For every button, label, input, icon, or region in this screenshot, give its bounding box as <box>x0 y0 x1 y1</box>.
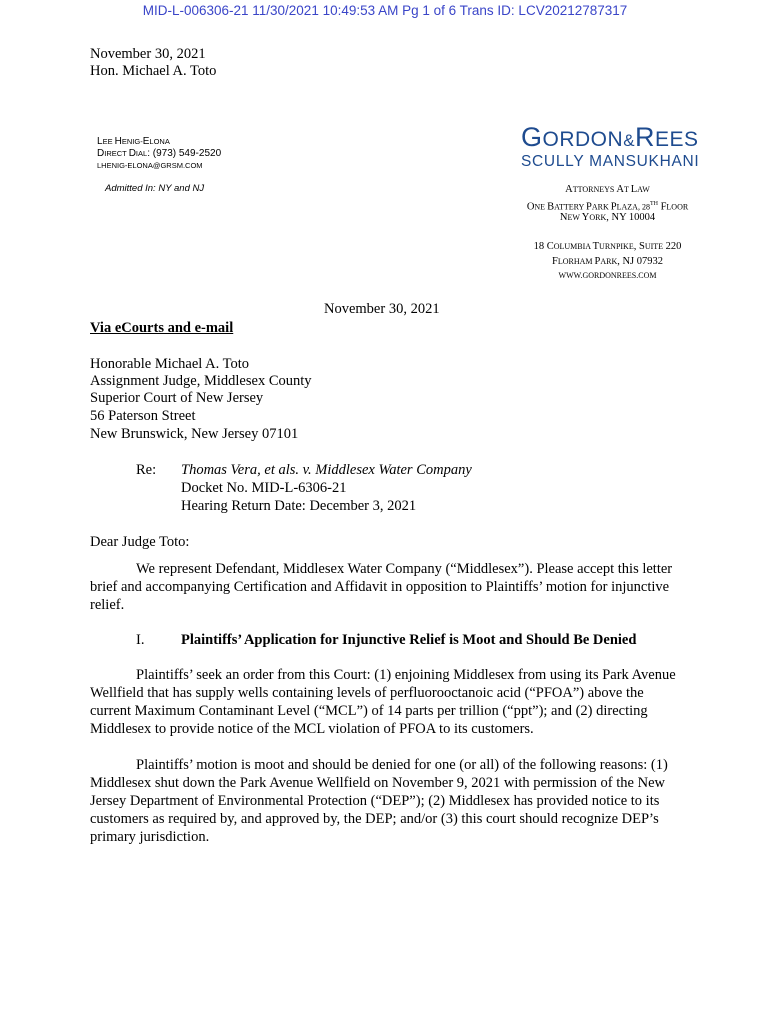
recipient-line: Honorable Michael A. Toto <box>90 356 249 372</box>
firm-attorneys-at-law: ATTORNEYS AT LAW <box>565 184 650 195</box>
section-heading: Plaintiffs’ Application for Injunctive Relief is Moot and Should Be Denied <box>181 632 637 648</box>
recipient-line: Superior Court of New Jersey <box>90 390 264 406</box>
firm-logo-subtitle: SCULLY MANSUKHANI <box>521 153 700 170</box>
filing-stamp: MID-L-006306-21 11/30/2021 10:49:53 AM Pg 1 of 6 Trans ID: LCV20212787317 <box>142 3 628 18</box>
firm-address-line-2: NEW YORK, NY 10004 <box>559 212 656 223</box>
firm-website[interactable]: WWW.GORDONREES.COM <box>558 271 657 280</box>
header-date: November 30, 2021 <box>90 46 206 62</box>
paragraph-mootness: Plaintiffs’ motion is moot and should be denied for one (or all) of the following reasons: (1) Middlesex shut down the Park Avenue Wellfield on November 9, 2021 with permission of the New Jersey Department of Environmental Protection (“DEP”); (2) Middlesex has provided notice to its customers as required by, and approved by, the DEP; and/or (3) this court should recognize DEP’s primary jurisdiction. <box>90 757 668 845</box>
recipient-line: New Brunswick, New Jersey 07101 <box>90 426 299 442</box>
re-docket: Docket No. MID-L-6306-21 <box>181 480 347 496</box>
letter-date: November 30, 2021 <box>324 301 440 317</box>
sender-admitted: Admitted In: NY and NJ <box>105 183 205 194</box>
header-addressee: Hon. Michael A. Toto <box>90 63 217 79</box>
salutation: Dear Judge Toto: <box>90 534 190 550</box>
firm-address-line-3: 18 COLUMBIA TURNPIKE, SUITE 220 <box>533 241 682 252</box>
section-number: I. <box>136 632 145 648</box>
re-label: Re: <box>136 462 157 478</box>
recipient-line: Assignment Judge, Middlesex County <box>90 373 312 389</box>
delivery-method: Via eCourts and e-mail <box>90 320 234 336</box>
firm-address-line-1: ONE BATTERY PARK PLAZA, 28TH FLOOR <box>526 201 689 213</box>
sender-email[interactable]: LHENIG-ELONA@GRSM.COM <box>97 161 203 170</box>
paragraph-relief-sought: Plaintiffs’ seek an order from this Court: (1) enjoining Middlesex from using its Park Avenue Wellfield that has supply wells containing levels of perfluorooctanoic acid (“PFOA”) above the current Maximum Contaminant Level (“MCL”) of 14 parts per trillion (“ppt”); and (2) directing Middlesex to provide notice of the MCL violation of PFOA to its customers. <box>90 667 676 737</box>
sender-direct-dial: DIRECT DIAL: (973) 549-2520 <box>97 148 222 159</box>
sender-name: LEE HENIG-ELONA <box>97 136 170 147</box>
re-hearing-date: Hearing Return Date: December 3, 2021 <box>181 498 417 514</box>
recipient-line: 56 Paterson Street <box>90 408 196 424</box>
firm-logo: GORDON&REES <box>521 122 699 152</box>
paragraph-intro: We represent Defendant, Middlesex Water Company (“Middlesex”). Please accept this letter brief and accompanying Certification and Affidavit in opposition to Plaintiffs’ motion for injunctive relief. <box>90 561 673 613</box>
firm-address-line-4: FLORHAM PARK, NJ 07932 <box>551 256 664 267</box>
re-case-name: Thomas Vera, et als. v. Middlesex Water Company <box>181 462 472 478</box>
